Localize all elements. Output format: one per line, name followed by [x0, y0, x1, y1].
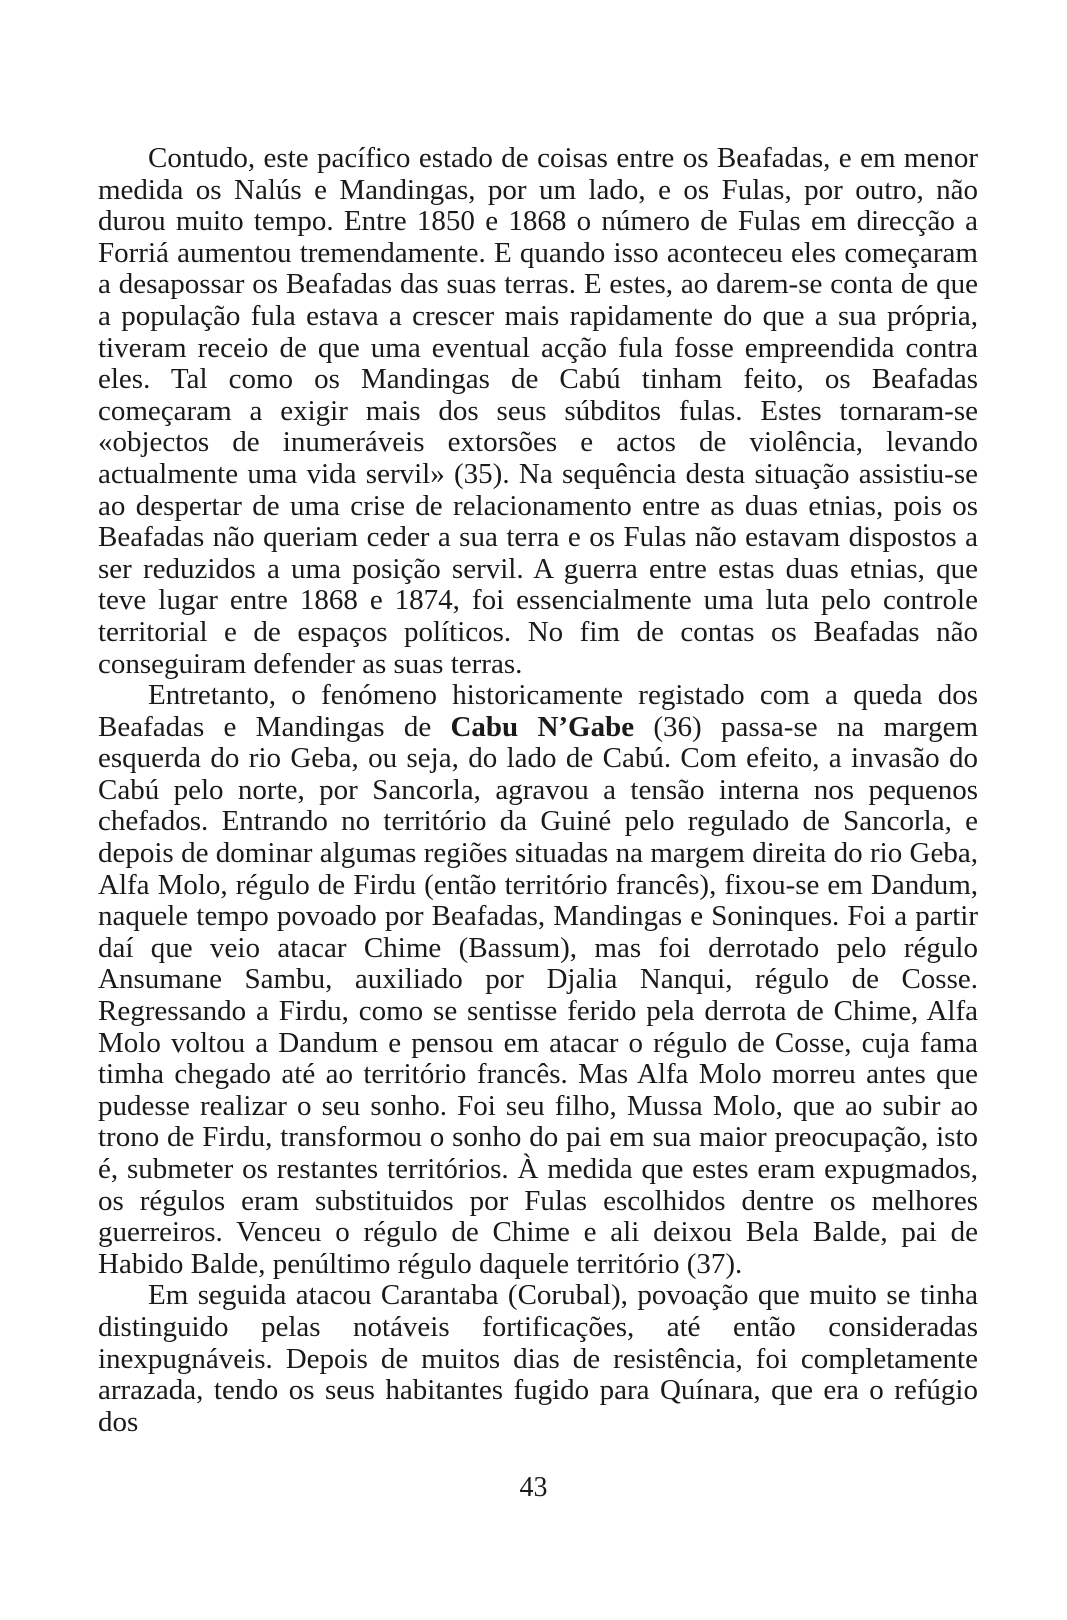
body-text [98, 143, 978, 1438]
paragraph-2-text-before: Entretanto, o fenómeno historicamente registado com a queda dos Beafadas e Mandingas de [98, 679, 978, 743]
paragraph-3: Em seguida atacou Carantaba (Corubal), povoação que muito se tinha distinguido pelas notáveis fortificações, até então consideradas inexpugnáveis. Depois de muitos dias de resistência, foi completamente arrazada, tendo os seus habitantes fugido para Quínara, que era o refúgio dos [98, 1279, 978, 1438]
paragraph-1: Contudo, este pacífico estado de coisas entre os Beafadas, e em menor medida os Nalús e Mandingas, por um lado, e os Fulas, por outro, não durou muito tempo. Entre 1850 e 1868 o número de Fulas em direcção a Forriá aumentou tremendamente. E quando isso aconteceu eles começaram a desapossar os Beafadas das suas terras. E estes, ao darem-se conta de que a população fula estava a crescer mais rapidamente do que a sua própria, tiveram receio de que uma eventual acção fula fosse empreendida contra eles. Tal como os Mandingas de Cabú tinham feito, os Beafadas começaram a exigir mais dos seus súbditos fulas. Estes tornaram-se «objectos de inumeráveis extorsões e actos de violência, levando actualmente uma vida servil» (35). Na sequência desta situação assistiu-se ao despertar de uma crise de relacionamento entre as duas etnias, pois os Beafadas não queriam ceder a sua terra e os Fulas não estavam dispostos a ser reduzidos a uma posição servil. A guerra entre estas duas etnias, que teve lugar entre 1868 e 1874, foi essencialmente uma luta pelo controle territorial e de espaços políticos. No fim de contas os Beafadas não conseguiram defender as suas terras. [98, 142, 978, 680]
paragraph-2 [98, 680, 978, 1280]
place-name-cabu-ngabe: Cabu N’Gabe [450, 710, 635, 743]
paragraph-2-text-after: (36) passa-se na margem esquerda do rio Geba, ou seja, do lado de Cabú. Com efeito, a invasão do Cabú pelo norte, por Sancorla, agravou a tensão interna nos pequenos chefados. Entrando no território da Guiné pelo regulado de Sancorla, e depois de dominar algumas regiões situadas na margem direita do rio Geba, Alfa Molo, régulo de Firdu (então território francês), fixou-se em Dandum, naquele tempo povoado por Beafadas, Mandingas e Soninques. Foi a partir daí que veio atacar Chime (Bassum), mas foi derrotado pelo régulo Ansumane Sambu, auxiliado por Djalia Nanqui, régulo de Cosse. Regressando a Firdu, como se sentisse ferido pela derrota de Chime, Alfa Molo voltou a Dandum e pensou em atacar o régulo de Cosse, cuja fama timha chegado até ao território francês. Mas Alfa Molo morreu antes que pudesse realizar o seu sonho. Foi seu filho, Mussa Molo, que ao subir ao trono de Firdu, transformou o sonho do pai em sua maior preocupação, isto é, submeter os restantes territórios. À medida que estes eram expugmados, os régulos eram substituidos por Fulas escolhidos dentre os melhores guerreiros. Venceu o régulo de Chime e ali deixou Bela Balde, pai de Habido Balde, penúltimo régulo daquele território (37). [98, 710, 979, 1280]
page-number: 43 [519, 1472, 548, 1503]
